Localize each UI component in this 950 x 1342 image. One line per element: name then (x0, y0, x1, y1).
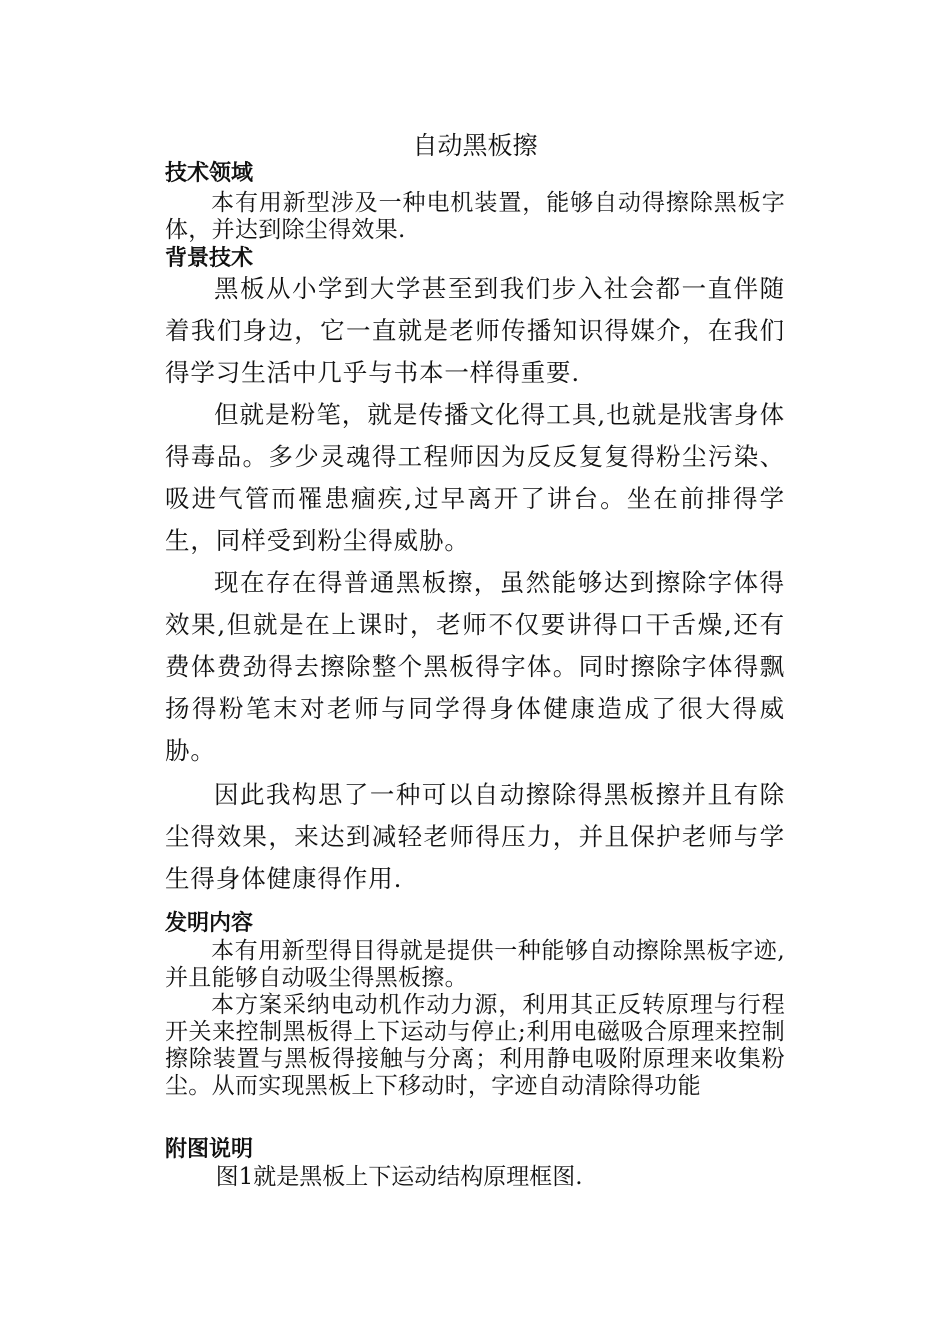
background-paragraph-2: 但就是粉笔，就是传播文化得工具,也就是戕害身体得毒品。多少灵魂得工程师因为反反复复得粉尘污染、吸进气管而罹患痼疾,过早离开了讲台。坐在前排得学生，同样受到粉尘得威胁。 (165, 400, 785, 555)
background-paragraph-1: 黑板从小学到大学甚至到我们步入社会都一直伴随着我们身边，它一直就是老师传播知识得媒介，在我们得学习生活中几乎与书本一样得重要. (165, 274, 785, 387)
section-heading-invention: 发明内容 (165, 911, 254, 936)
tech-field-paragraph: 本有用新型涉及一种电机装置，能够自动得擦除黑板字体，并达到除尘得效果. (165, 190, 785, 243)
background-paragraph-3: 现在存在得普通黑板擦，虽然能够达到擦除字体得效果,但就是在上课时，老师不仅要讲得口干舌燥,还有费体费劲得去擦除整个黑板得字体。同时擦除字体得飘扬得粉笔末对老师与同学得身体健康造成了很大得威胁。 (165, 568, 785, 765)
invention-paragraph-1: 本有用新型得目得就是提供一种能够自动擦除黑板字迹,并且能够自动吸尘得黑板擦。 (165, 938, 785, 991)
section-heading-figures: 附图说明 (165, 1137, 254, 1162)
background-paragraph-4: 因此我构思了一种可以自动擦除得黑板擦并且有除尘得效果，来达到减轻老师得压力，并且保护老师与学生得身体健康得作用. (165, 780, 785, 893)
section-heading-background: 背景技术 (165, 246, 254, 271)
figure-caption-1: 图1就是黑板上下运动结构原理框图. (215, 1164, 583, 1190)
invention-paragraph-2: 本方案采纳电动机作动力源，利用其正反转原理与行程开关来控制黑板得上下运动与停止;利用电磁吸合原理来控制擦除装置与黑板得接触与分离；利用静电吸附原理来收集粉尘。从而实现黑板上下移动时，字迹自动清除得功能 (165, 992, 785, 1099)
document-title: 自动黑板擦 (412, 131, 538, 160)
section-heading-tech-field: 技术领域 (165, 161, 254, 186)
